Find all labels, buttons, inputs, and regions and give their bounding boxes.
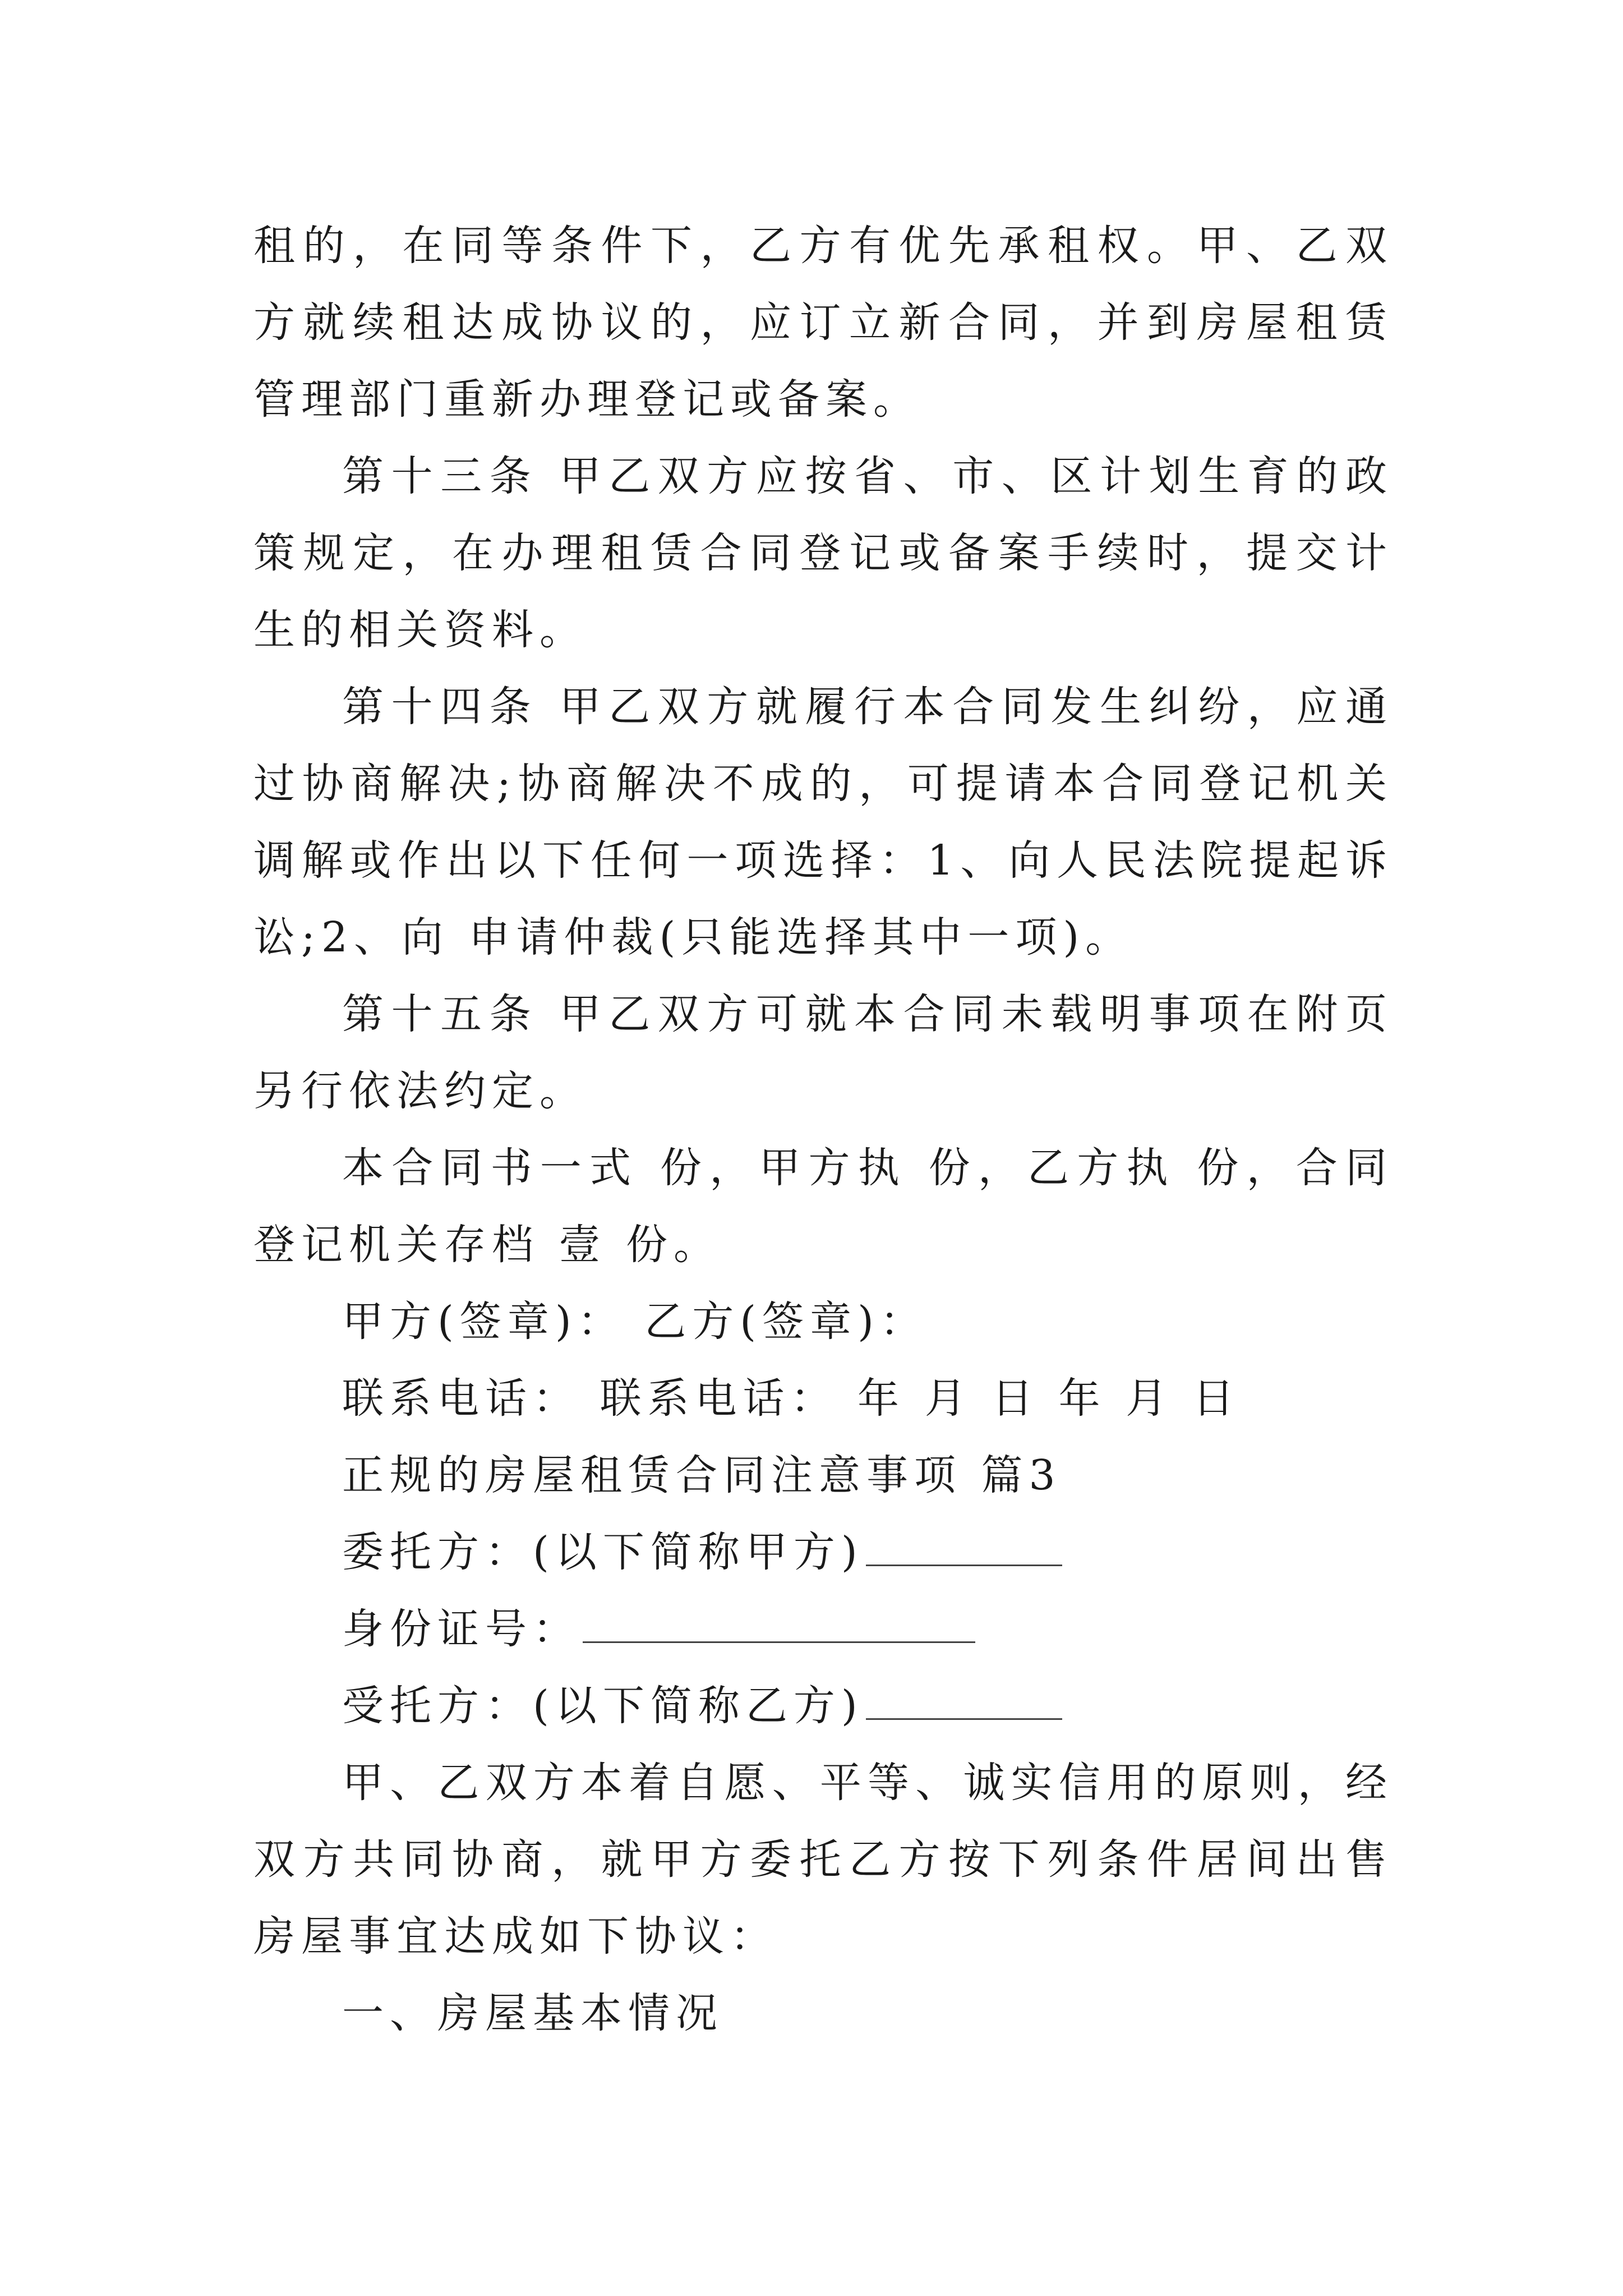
id-number-field bbox=[253, 1591, 1393, 1668]
principal-field bbox=[253, 1514, 1393, 1591]
document-body bbox=[253, 208, 1393, 2052]
paragraph-article-15: 第十五条 甲乙双方可就本合同未载明事项在附页另行依法约定。 bbox=[253, 990, 1393, 1115]
paragraph-renewal: 租的，在同等条件下，乙方有优先承租权。甲、乙双方就续租达成协议的，应订立新合同，并到房屋租赁管理部门重新办理登记或备案。 bbox=[253, 222, 1393, 424]
paragraph-article-14: 第十四条 甲乙双方就履行本合同发生纠纷，应通过协商解决;协商解决不成的，可提请本合同登记机关调解或作出以下任何一项选择：1、向人民法院提起诉讼;2、向 申请仲裁(只能选择其中一项)。 bbox=[253, 683, 1393, 961]
contact-date-line: 联系电话： 联系电话： 年 月 日 年 月 日 bbox=[342, 1374, 1241, 1423]
section-title: 正规的房屋租赁合同注意事项 篇3 bbox=[342, 1451, 1062, 1499]
agent-field bbox=[253, 1668, 1393, 1745]
paragraph-agreement: 甲、乙双方本着自愿、平等、诚实信用的原则，经双方共同协商，就甲方委托乙方按下列条件居间出售房屋事宜达成如下协议： bbox=[253, 1759, 1393, 1961]
principal-blank bbox=[866, 1531, 1062, 1566]
heading-house-info: 一、房屋基本情况 bbox=[342, 1989, 723, 2037]
paragraph-copies: 本合同书一式 份，甲方执 份，乙方执 份，合同登记机关存档 壹 份。 bbox=[253, 1144, 1393, 1269]
signature-line: 甲方(签章)： 乙方(签章)： bbox=[342, 1297, 928, 1346]
paragraph-article-13: 第十三条 甲乙双方应按省、市、区计划生育的政策规定，在办理租赁合同登记或备案手续时，提交计生的相关资料。 bbox=[253, 452, 1393, 654]
id-number-label: 身份证号： bbox=[342, 1605, 580, 1653]
agent-blank bbox=[866, 1685, 1062, 1720]
id-number-blank bbox=[583, 1608, 975, 1643]
principal-label: 委托方：(以下简称甲方) bbox=[342, 1528, 864, 1576]
agent-label: 受托方：(以下简称乙方) bbox=[342, 1682, 864, 1730]
